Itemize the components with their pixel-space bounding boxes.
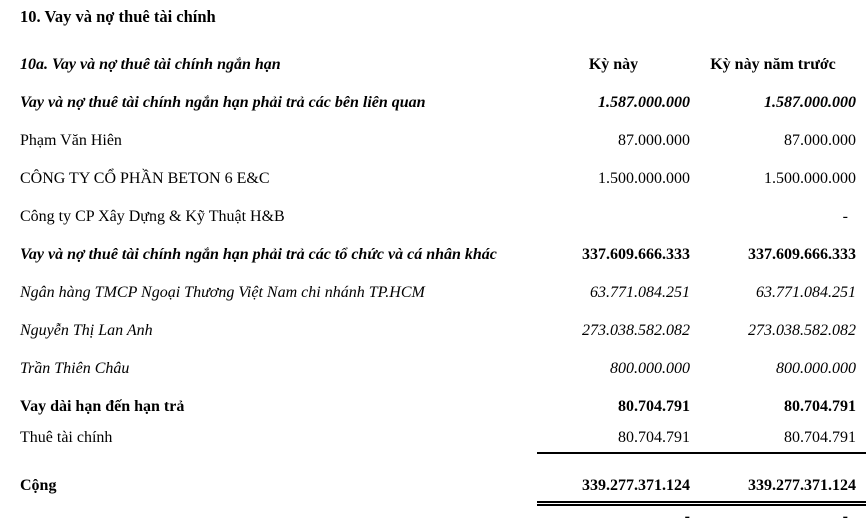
value-current: 1.587.000.000 [598, 94, 690, 111]
value-current: - [684, 508, 690, 525]
table-row-related-parties [20, 74, 866, 112]
value-current: 80.704.791 [618, 429, 690, 446]
value-current: 1.500.000.000 [598, 170, 690, 187]
table-row-long-term-due [20, 378, 866, 416]
row-values [537, 94, 866, 112]
value-prior: - [842, 508, 848, 525]
row-label: CÔNG TY CỔ PHẦN BETON 6 E&C [20, 170, 270, 187]
row-label: Phạm Văn Hiên [20, 132, 122, 149]
value-prior: 87.000.000 [784, 132, 856, 149]
table-row-finance-lease [20, 416, 866, 454]
row-label: Thuê tài chính [20, 429, 113, 446]
row-values [537, 170, 866, 188]
value-current: 63.771.084.251 [590, 284, 690, 301]
value-current: 800.000.000 [610, 360, 690, 377]
row-values [537, 284, 866, 302]
row-values [537, 477, 866, 506]
table-row-total [20, 454, 866, 506]
row-label: Trần Thiên Châu [20, 360, 130, 377]
subsection-title: 10a. Vay và nợ thuê tài chính ngắn hạn [20, 56, 281, 73]
column-header-current-period: Kỳ này [588, 56, 639, 73]
value-prior: 80.704.791 [784, 398, 856, 415]
section-title: 10. Vay và nợ thuê tài chính [20, 7, 216, 26]
column-header-prior-period: Kỳ này năm trước [710, 56, 836, 73]
value-prior: 80.704.791 [784, 429, 856, 446]
table-row-nguyen-thi-lan-anh [20, 302, 866, 340]
value-prior: 1.587.000.000 [764, 94, 856, 111]
value-prior: 63.771.084.251 [756, 284, 856, 301]
value-prior: 800.000.000 [776, 360, 856, 377]
row-values [537, 398, 866, 416]
value-current: 87.000.000 [618, 132, 690, 149]
value-current: 80.704.791 [618, 398, 690, 415]
row-label: Vay và nợ thuê tài chính ngắn hạn phải trả các tổ chức và cá nhân khác [20, 246, 497, 263]
row-values [537, 508, 866, 526]
header-values [537, 56, 866, 74]
row-values [537, 360, 866, 378]
table-row-vietcombank [20, 264, 866, 302]
row-values [537, 322, 866, 340]
value-prior: 337.609.666.333 [748, 246, 856, 263]
table-row-beton6 [20, 150, 866, 188]
row-label: Nguyễn Thị Lan Anh [20, 322, 153, 339]
row-label: Cộng [20, 477, 57, 494]
table-row-pham-van-hien [20, 112, 866, 150]
value-prior: - [842, 208, 848, 225]
value-current: 273.038.582.082 [582, 322, 690, 339]
value-prior: 273.038.582.082 [748, 322, 856, 339]
row-values [537, 208, 866, 226]
row-values [537, 429, 866, 454]
row-values [537, 246, 866, 264]
row-label: Công ty CP Xây Dựng & Kỹ Thuật H&B [20, 208, 285, 225]
table-header-row [20, 36, 866, 74]
row-label: Vay dài hạn đến hạn trả [20, 398, 185, 415]
value-prior: 339.277.371.124 [748, 477, 856, 494]
value-current: 337.609.666.333 [582, 246, 690, 263]
row-label: Ngân hàng TMCP Ngoại Thương Việt Nam chi nhánh TP.HCM [20, 284, 425, 301]
table-row-other-organizations [20, 226, 866, 264]
table-row-tran-thien-chau [20, 340, 866, 378]
value-current: 339.277.371.124 [582, 477, 690, 494]
value-prior: 1.500.000.000 [764, 170, 856, 187]
table-row-hb-company [20, 188, 866, 226]
table-row-placeholder [20, 506, 866, 528]
row-label: Vay và nợ thuê tài chính ngắn hạn phải trả các bên liên quan [20, 94, 426, 111]
row-values [537, 132, 866, 150]
